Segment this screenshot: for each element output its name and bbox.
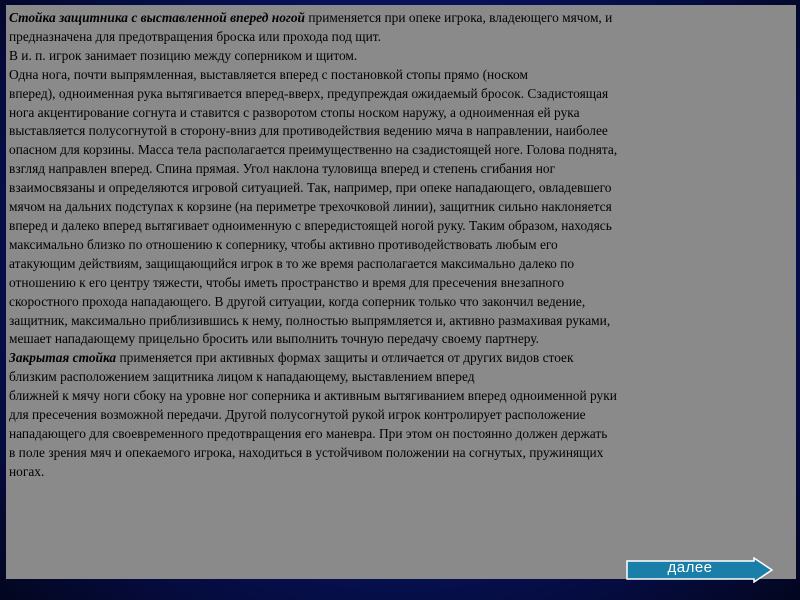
paragraph-3-line: мешает нападающему прицельно бросить или выполнить точную передачу своему партнеру. [9, 331, 540, 347]
paragraph-3-line: мячом на дальних подступах к корзине (на периметре трехочковой линии), защитник сильно наклоняется [9, 199, 612, 215]
paragraph-3-line: Одна нога, почти выпрямленная, выставляется вперед с постановкой стопы прямо (носком [9, 66, 528, 82]
paragraph-3-line: взаимосвязаны и определяются игровой ситуацией. Так, например, при опеке нападающего, овладевшего [9, 180, 612, 196]
paragraph-3-line: вперед и далеко вперед вытягивает одноименную с впередистоящей ногой руку. Таким образом, находясь [9, 217, 612, 233]
paragraph-3-line: отношению к его центру тяжести, чтобы иметь пространство и время для пресечения внезапного [9, 274, 565, 290]
paragraph-1-line-2: предназначена для предотвращения броска или прохода под щит. [9, 28, 381, 44]
paragraph-1-line-1-rest: применяется при опеке игрока, владеющего мячом, и [304, 10, 613, 25]
paragraph-3-line: опасном для корзины. Масса тела располагается преимущественно на сзадистоящей ноге. Голова поднята, [9, 142, 618, 158]
paragraph-4-line: ближней к мячу ноги сбоку на уровне ног соперника и активным вытягиванием вперед одноименной руки [9, 388, 617, 404]
text-block [6, 5, 796, 579]
paragraph-3-line: нога акцентирование согнута и ставится с разворотом стопы носком наружу, а одноименная ей рука [9, 104, 580, 120]
paragraph-3-line: защитник, максимально приблизившись к нему, полностью выпрямляется и, активно размахивая руками, [9, 312, 611, 328]
paragraph-4-line: в поле зрения мяч и опекаемого игрока, находиться в устойчивом положении на согнутых, пружинящих [9, 444, 604, 460]
next-button[interactable] [626, 557, 774, 583]
paragraph-3-line: выставляется полусогнутой в сторону-вниз для противодействия ведению мяча в направлении, наиболее [9, 123, 608, 139]
paragraph-3-line: атакующим действиям, защищающийся игрок в то же время располагается максимально далеко по [9, 255, 575, 271]
paragraph-3-line: максимально близко по отношению к сопернику, чтобы активно противодействовать любым его [9, 236, 558, 252]
paragraph-4-line: для пресечения возможной передачи. Другой полусогнутой рукой игрок контролирует расположение [9, 407, 586, 423]
paragraph-1-line-1 [9, 9, 792, 28]
paragraph-4-line-1-rest: применяется при активных формах защиты и отличается от других видов стоек [116, 350, 574, 366]
term-closed-stance: Закрытая стойка [9, 350, 117, 366]
paragraph-4-line: нападающего для своевременного предотвращения его маневра. При этом он постоянно должен держать [9, 425, 608, 441]
paragraph-3-line: вперед), одноименная рука вытягивается вперед-вверх, предупреждая ожидаемый бросок. Сзадистоящая [9, 85, 609, 101]
paragraph-2-line-1: В и. п. игрок занимает позицию между соперником и щитом. [9, 47, 358, 63]
next-button-label: далее [667, 559, 713, 576]
paragraph-3-line: взгляд направлен вперед. Спина прямая. Угол наклона туловища вперед и степень сгибания ног [9, 161, 556, 177]
paragraph-4-line: близким расположением защитника лицом к нападающему, выставлением вперед [9, 369, 475, 385]
paragraph-3-line: скоростного прохода нападающего. В другой ситуации, когда соперник только что закончил ведение, [9, 293, 586, 309]
paragraph-4-line: ногах. [9, 463, 45, 479]
paragraph-4-line-1 [9, 349, 792, 368]
term-open-stance: Стойка защитника с выставленной вперед ногой [9, 10, 305, 25]
